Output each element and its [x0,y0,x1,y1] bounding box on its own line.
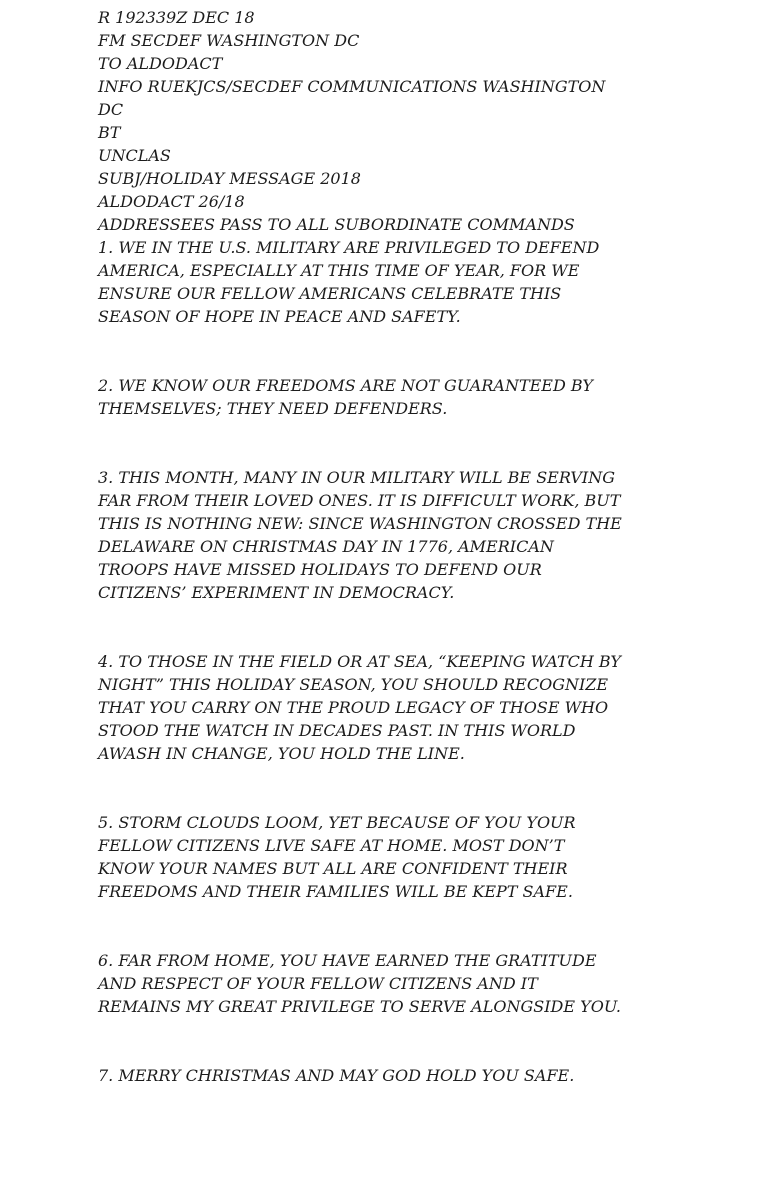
paragraph-4: 4. TO THOSE IN THE FIELD OR AT SEA, “KEEPING WATCH BY NIGHT” THIS HOLIDAY SEASON, YOU SHOULD RECOGNIZE THAT YOU CARRY ON THE PROUD LEGACY OF THOSE WHO STOOD THE WATCH IN DECADES PAST. IN THIS WORLD AWASH IN CHANGE, YOU HOLD THE LINE. [98,652,621,763]
message-document [98,6,768,1087]
paragraph-2: 2. WE KNOW OUR FREEDOMS ARE NOT GUARANTEED BY THEMSELVES; THEY NEED DEFENDERS. [98,376,593,418]
paragraph-3: 3. THIS MONTH, MANY IN OUR MILITARY WILL BE SERVING FAR FROM THEIR LOVED ONES. IT IS DIFFICULT WORK, BUT THIS IS NOTHING NEW: SINCE WASHINGTON CROSSED THE DELAWARE ON CHRISTMAS DAY IN 1776, AMERICAN TROOPS HAVE MISSED HOLIDAYS TO DEFEND OUR CITIZENS’ EXPERIMENT IN DEMOCRACY. [98,468,622,602]
message-header: R 192339Z DEC 18 FM SECDEF WASHINGTON DC TO ALDODACT INFO RUEKJCS/SECDEF COMMUNICATIONS WASHINGTON DC BT [98,8,606,142]
paragraph-7: 7. MERRY CHRISTMAS AND MAY GOD HOLD YOU SAFE. [98,1066,575,1085]
paragraph-5: 5. STORM CLOUDS LOOM, YET BECAUSE OF YOU YOUR FELLOW CITIZENS LIVE SAFE AT HOME. MOST DON’T KNOW YOUR NAMES BUT ALL ARE CONFIDENT THEIR FREEDOMS AND THEIR FAMILIES WILL BE KEPT SAFE. [98,813,576,901]
paragraph-6: 6. FAR FROM HOME, YOU HAVE EARNED THE GRATITUDE AND RESPECT OF YOUR FELLOW CITIZENS AND IT REMAINS MY GREAT PRIVILEGE TO SERVE ALONGSIDE YOU. [98,951,621,1016]
message-subject: UNCLAS SUBJ/HOLIDAY MESSAGE 2018 ALDODACT 26/18 ADDRESSEES PASS TO ALL SUBORDINATE COMMANDS [98,146,575,234]
paragraph-1: 1. WE IN THE U.S. MILITARY ARE PRIVILEGED TO DEFEND AMERICA, ESPECIALLY AT THIS TIME OF YEAR, FOR WE ENSURE OUR FELLOW AMERICANS CELEBRATE THIS SEASON OF HOPE IN PEACE AND SAFETY. [98,238,600,326]
